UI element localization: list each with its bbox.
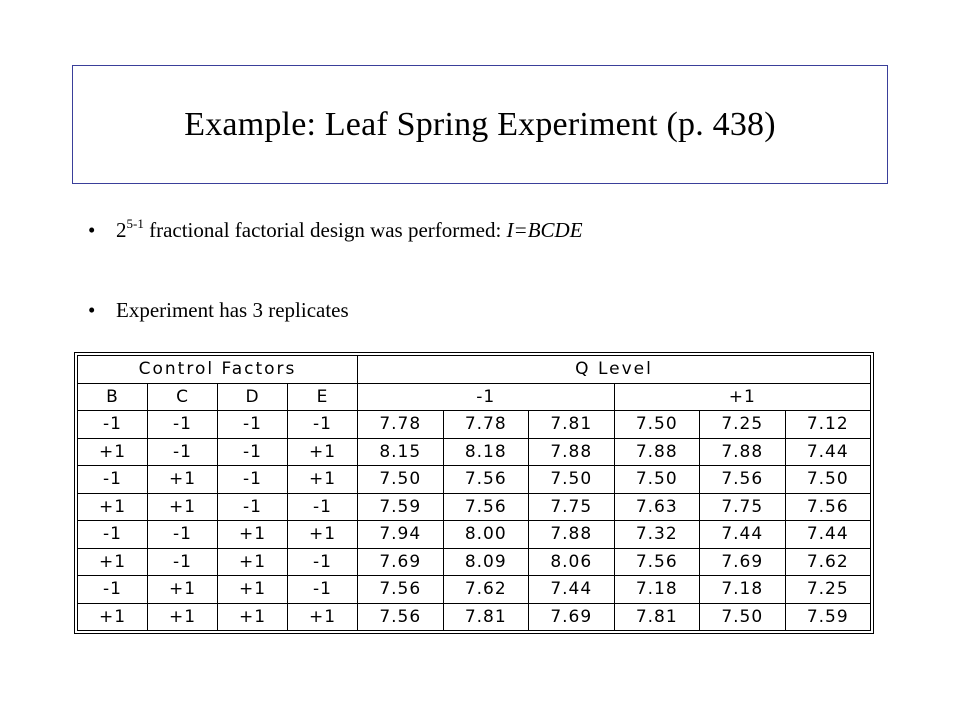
design-text: fractional factorial design was performed:: [143, 218, 507, 242]
response-cell: 7.88: [529, 521, 615, 549]
response-cell: 7.56: [700, 466, 786, 494]
response-cell: 7.25: [700, 411, 786, 439]
response-cell: 7.81: [614, 603, 700, 631]
factor-cell: -1: [218, 466, 288, 494]
bullet-marker: •: [88, 298, 96, 322]
response-cell: 7.59: [358, 493, 444, 521]
factor-cell: +1: [288, 521, 358, 549]
factor-cell: +1: [218, 521, 288, 549]
factor-cell: -1: [288, 548, 358, 576]
factor-cell: -1: [218, 493, 288, 521]
q-level-minus-header: -1: [358, 383, 615, 411]
factor-cell: +1: [78, 438, 148, 466]
q-level-header: Q Level: [358, 356, 871, 384]
response-cell: 8.06: [529, 548, 615, 576]
response-cell: 7.56: [358, 576, 444, 604]
bullet-item-replicates: [88, 298, 349, 323]
response-cell: 8.15: [358, 438, 444, 466]
response-cell: 7.56: [614, 548, 700, 576]
response-cell: 7.88: [529, 438, 615, 466]
factor-cell: -1: [148, 548, 218, 576]
response-cell: 7.69: [358, 548, 444, 576]
factor-cell: -1: [288, 411, 358, 439]
factor-cell: +1: [218, 603, 288, 631]
column-header-row: [78, 383, 871, 411]
slide-title: Example: Leaf Spring Experiment (p. 438): [184, 105, 776, 143]
factor-cell: +1: [78, 603, 148, 631]
control-factors-header: Control Factors: [78, 356, 358, 384]
response-cell: 7.50: [614, 466, 700, 494]
factor-cell: -1: [78, 411, 148, 439]
q-level-plus-header: +1: [614, 383, 871, 411]
response-cell: 7.50: [700, 603, 786, 631]
factor-header-e: E: [288, 383, 358, 411]
factor-cell: -1: [288, 493, 358, 521]
factor-cell: -1: [78, 466, 148, 494]
response-cell: 7.69: [529, 603, 615, 631]
response-cell: 7.50: [614, 411, 700, 439]
response-cell: 7.50: [358, 466, 444, 494]
design-exponent: 5-1: [126, 216, 144, 231]
response-cell: 7.81: [443, 603, 529, 631]
factor-cell: -1: [78, 576, 148, 604]
bullet-marker: •: [88, 218, 96, 242]
table-row: [78, 438, 871, 466]
table-row: [78, 603, 871, 631]
factor-cell: -1: [148, 521, 218, 549]
table-row: [78, 493, 871, 521]
factor-cell: +1: [218, 576, 288, 604]
table-row: [78, 548, 871, 576]
factor-cell: +1: [148, 493, 218, 521]
table-row: [78, 411, 871, 439]
group-header-row: [78, 356, 871, 384]
response-cell: 7.59: [785, 603, 871, 631]
response-cell: 8.18: [443, 438, 529, 466]
factor-cell: +1: [148, 603, 218, 631]
response-cell: 7.94: [358, 521, 444, 549]
factor-cell: -1: [78, 521, 148, 549]
response-cell: 7.88: [700, 438, 786, 466]
response-cell: 7.56: [358, 603, 444, 631]
table-row: [78, 466, 871, 494]
bullet-item-design: [88, 218, 583, 243]
response-cell: 7.81: [529, 411, 615, 439]
factor-cell: +1: [288, 466, 358, 494]
factor-cell: -1: [218, 411, 288, 439]
replicates-text: Experiment has 3 replicates: [116, 298, 349, 322]
response-cell: 7.75: [529, 493, 615, 521]
response-cell: 7.56: [785, 493, 871, 521]
factor-header-c: C: [148, 383, 218, 411]
response-cell: 7.78: [443, 411, 529, 439]
design-base: 2: [116, 218, 127, 242]
factor-cell: -1: [148, 438, 218, 466]
factor-cell: +1: [78, 493, 148, 521]
response-cell: 7.75: [700, 493, 786, 521]
data-table-frame: [74, 352, 874, 634]
factor-cell: +1: [148, 576, 218, 604]
factor-cell: +1: [288, 438, 358, 466]
factor-cell: -1: [218, 438, 288, 466]
response-cell: 7.69: [700, 548, 786, 576]
title-box: [72, 65, 888, 184]
response-cell: 7.78: [358, 411, 444, 439]
factor-cell: +1: [288, 603, 358, 631]
response-cell: 7.88: [614, 438, 700, 466]
response-cell: 7.44: [700, 521, 786, 549]
factor-cell: +1: [78, 548, 148, 576]
response-cell: 7.50: [785, 466, 871, 494]
response-cell: 7.25: [785, 576, 871, 604]
response-cell: 7.44: [785, 438, 871, 466]
factor-header-d: D: [218, 383, 288, 411]
factor-cell: +1: [148, 466, 218, 494]
response-cell: 8.09: [443, 548, 529, 576]
response-cell: 7.12: [785, 411, 871, 439]
factor-cell: -1: [148, 411, 218, 439]
data-table: [77, 355, 871, 631]
response-cell: 7.18: [614, 576, 700, 604]
factor-cell: +1: [218, 548, 288, 576]
response-cell: 7.62: [443, 576, 529, 604]
factor-header-b: B: [78, 383, 148, 411]
response-cell: 7.18: [700, 576, 786, 604]
table-row: [78, 521, 871, 549]
response-cell: 7.56: [443, 466, 529, 494]
table-row: [78, 576, 871, 604]
response-cell: 8.00: [443, 521, 529, 549]
response-cell: 7.44: [785, 521, 871, 549]
defining-relation: I=BCDE: [506, 218, 583, 242]
response-cell: 7.62: [785, 548, 871, 576]
factor-cell: -1: [288, 576, 358, 604]
response-cell: 7.32: [614, 521, 700, 549]
response-cell: 7.56: [443, 493, 529, 521]
response-cell: 7.50: [529, 466, 615, 494]
response-cell: 7.44: [529, 576, 615, 604]
response-cell: 7.63: [614, 493, 700, 521]
